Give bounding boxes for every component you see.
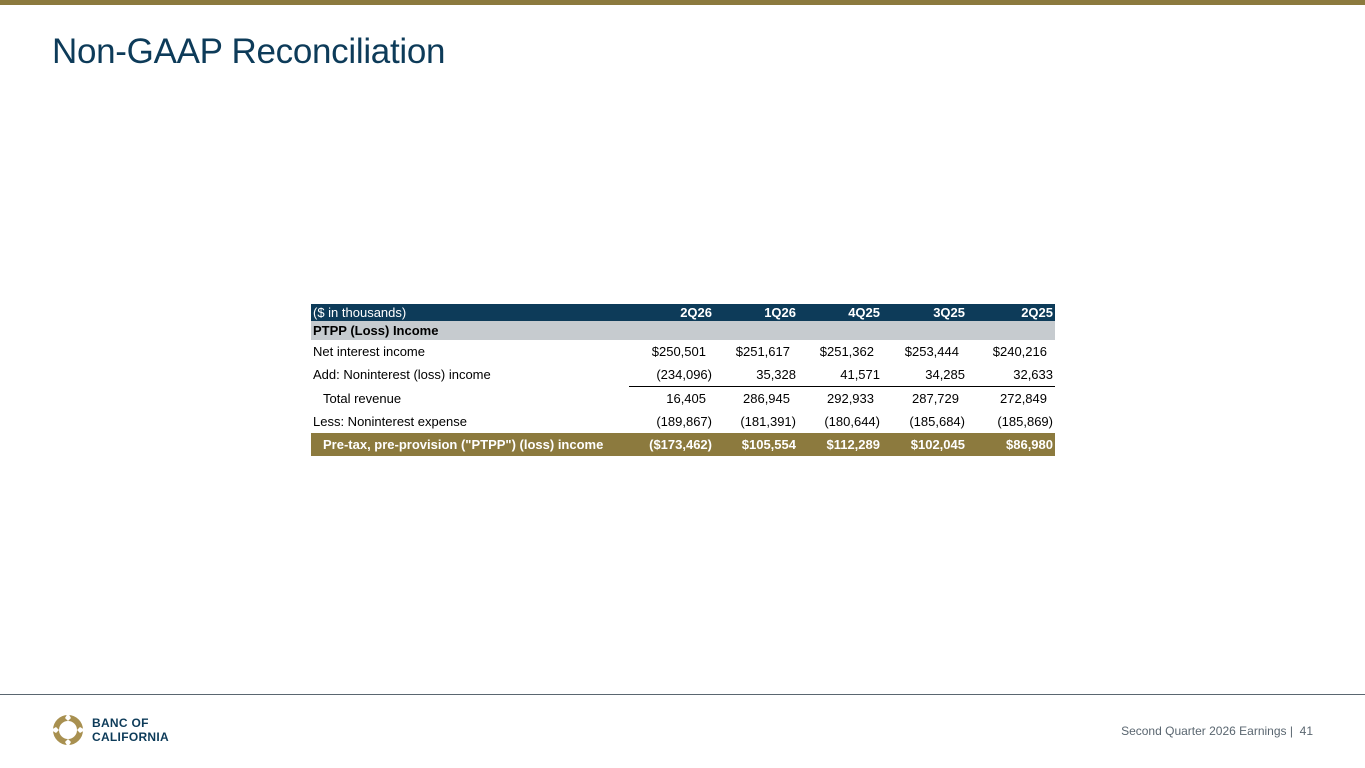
section-row (311, 321, 1055, 340)
brand-name (92, 716, 169, 744)
page-number: 41 (1299, 724, 1313, 738)
row-label: Less: Noninterest expense (313, 414, 467, 429)
table-cell: (185,684) (909, 414, 965, 429)
footer-divider (0, 694, 1365, 695)
report-label: Second Quarter 2026 Earnings | (1121, 724, 1293, 738)
table-cell: (181,391) (740, 414, 796, 429)
row-label: Total revenue (323, 390, 402, 406)
reconciliation-table (311, 304, 1055, 456)
table-cell: (234,096) (629, 363, 714, 387)
table-cell: (185,869) (997, 414, 1053, 429)
section-label: PTPP (Loss) Income (311, 321, 1055, 340)
table-cell: 34,285 (882, 363, 967, 387)
column-header: 2Q26 (629, 304, 714, 321)
table-cell: 286,945 (743, 391, 790, 406)
total-cell: $105,554 (714, 433, 798, 456)
table-cell: (189,867) (656, 414, 712, 429)
table-cell: (180,644) (824, 414, 880, 429)
total-cell: $102,045 (882, 433, 967, 456)
table-cell: $251,362 (819, 344, 874, 359)
top-accent-bar (0, 0, 1365, 5)
column-header: 3Q25 (882, 304, 967, 321)
table-cell: $250,501 (651, 344, 706, 359)
table-row (311, 410, 1055, 433)
table-header-row (311, 304, 1055, 321)
row-label: Net interest income (313, 344, 425, 359)
brand-line-2: CALIFORNIA (92, 730, 169, 744)
table-cell: 272,849 (1000, 391, 1047, 406)
table-cell: 35,328 (714, 363, 798, 387)
table-cell: 16,405 (666, 391, 706, 406)
column-header: 4Q25 (798, 304, 882, 321)
total-cell: $112,289 (798, 433, 882, 456)
row-label: Add: Noninterest (loss) income (313, 367, 491, 383)
table-row (311, 387, 1055, 411)
page-title: Non-GAAP Reconciliation (52, 32, 446, 71)
table-cell: 292,933 (827, 391, 874, 406)
table-row (311, 340, 1055, 363)
footer-caption (1121, 724, 1313, 738)
table-cell: 32,633 (967, 363, 1055, 387)
table-cell: 287,729 (912, 391, 959, 406)
table-cell: $240,216 (992, 344, 1047, 359)
total-row-label: Pre-tax, pre-provision ("PTPP") (loss) income (311, 433, 629, 456)
table-cell: $251,617 (735, 344, 790, 359)
column-header: 2Q25 (967, 304, 1055, 321)
brand-line-1: BANC OF (92, 716, 149, 730)
column-header: 1Q26 (714, 304, 798, 321)
table-cell: $253,444 (904, 344, 959, 359)
total-cell: $86,980 (967, 433, 1055, 456)
table-cell: 41,571 (798, 363, 882, 387)
banc-of-california-ring-logo-icon (51, 713, 85, 747)
unit-label: ($ in thousands) (311, 304, 629, 321)
total-cell: ($173,462) (629, 433, 714, 456)
total-row (311, 433, 1055, 456)
table-row (311, 363, 1055, 387)
